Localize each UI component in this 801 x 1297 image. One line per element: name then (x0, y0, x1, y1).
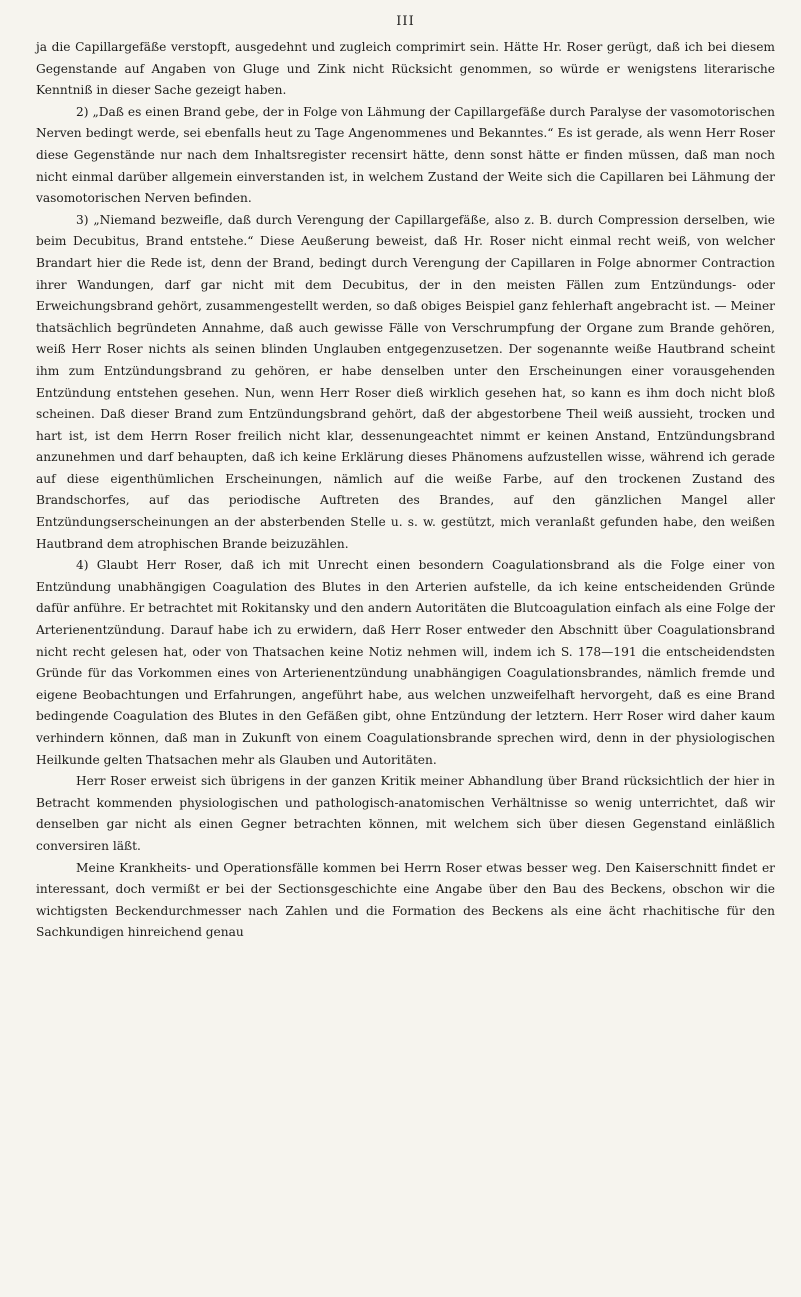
page-number: III (396, 14, 415, 29)
paragraph-3: 3) „Niemand bezweifle, daß durch Verengung der Capillargefäße, also z. B. durch Compression derselben, wie beim Decubitus, Brand entstehe.“ Diese Aeußerung beweist, daß Hr. Roser nicht einmal recht weiß, von welcher Brandart hier die Rede ist, denn der Brand, bedingt durch Verengung der Capillaren in Folge abnormer Contraction ihrer Wandungen, darf gar nicht mit dem Decubitus, der in den meisten Fällen zum Entzündungs- oder Erweichungsbrand gehört, zusammengestellt werden, so daß obiges Beispiel ganz fehlerhaft angebracht ist. — Meiner thatsächlich begründeten Annahme, daß auch gewisse Fälle von Verschrumpfung der Organe zum Brande gehören, weiß Herr Roser nichts als seinen blinden Unglauben entgegenzusetzen. Der sogenannte weiße Hautbrand scheint ihm zum Entzündungsbrand zu gehören, er habe denselben unter den Erscheinungen einer vorausgehenden Entzündung entstehen gesehen. Nun, wenn Herr Roser dieß wirklich gesehen hat, so kann es ihm doch nicht bloß scheinen. Daß dieser Brand zum Entzündungsbrand gehört, daß der abgestorbene Theil weiß aussieht, trocken und hart ist, ist dem Herrn Roser freilich nicht klar, dessenungeachtet nimmt er keinen Anstand, Entzündungsbrand anzunehmen und darf behaupten, daß ich keine Erklärung dieses Phänomens aufzustellen wisse, während ich gerade auf diese eigenthümlichen Erscheinungen, nämlich auf die weiße Farbe, auf den trockenen Zustand des Brandschorfes, auf das periodische Auftreten des Brandes, auf den gänzlichen Mangel aller Entzündungserscheinungen an der absterbenden Stelle u. s. w. gestützt, mich veranlaßt gefunden habe, den weißen Hautbrand dem atrophischen Brande beizuzählen. (36, 212, 775, 551)
paragraph-4: 4) Glaubt Herr Roser, daß ich mit Unrecht einen besondern Coagulationsbrand als die Folge einer von Entzündung unabhängigen Coagulation des Blutes in den Arterien aufstelle, da ich keine entscheidenden Gründe dafür anführe. Er betrachtet mit Rokitansky und den andern Autoritäten die Blutcoagulation einfach als eine Folge der Arterienentzündung. Darauf habe ich zu erwidern, daß Herr Roser entweder den Abschnitt über Coagulationsbrand nicht recht gelesen hat, oder von Thatsachen keine Notiz nehmen will, indem ich S. 178—191 die entscheidendsten Gründe für das Vorkommen eines von Arterienentzündung unabhängigen Coagulationsbrandes, nämlich fremde und eigene Beobachtungen und Erfahrungen, angeführt habe, aus welchen unzweifelhaft hervorgeht, daß es eine Brand bedingende Coagulation des Blutes in den Gefäßen gibt, ohne Entzündung der letztern. Herr Roser wird daher kaum verhindern können, daß man in Zukunft von einem Coagulationsbrande sprechen wird, denn in der physiologischen Heilkunde gelten Thatsachen mehr als Glauben und Autoritäten. (36, 558, 775, 767)
paragraph-6: Meine Krankheits- und Operationsfälle kommen bei Herrn Roser etwas besser weg. Den Kaiserschnitt findet er interessant, doch vermißt er bei der Sectionsgeschichte eine Angabe über den Bau des Beckens, obschon wir die wichtigsten Beckendurchmesser nach Zahlen und die Formation des Beckens als eine ächt rhachitische für den Sachkundigen hinreichend genau (36, 860, 775, 940)
body-text (36, 37, 775, 944)
paragraph-1: ja die Capillargefäße verstopft, ausgedehnt und zugleich comprimirt sein. Hätte Hr. Roser gerügt, daß ich bei diesem Gegenstande auf Angaben von Gluge und Zink nicht Rücksicht genommen, so würde er wenigstens literarische Kenntniß in dieser Sache gezeigt haben. (36, 40, 775, 98)
paragraph-5: Herr Roser erweist sich übrigens in der ganzen Kritik meiner Abhandlung über Brand rücksichtlich der hier in Betracht kommenden physiologischen und pathologisch-anatomischen Verhältnisse so wenig unterrichtet, daß wir denselben gar nicht als einen Gegner betrachten können, mit welchem sich über diesen Gegenstand einläßlich conversiren läßt. (36, 774, 775, 853)
paragraph-2: 2) „Daß es einen Brand gebe, der in Folge von Lähmung der Capillargefäße durch Paralyse der vasomotorischen Nerven bedingt werde, sei ebenfalls heut zu Tage Angenommenes und Bekanntes.“ Es ist gerade, als wenn Herr Roser diese Gegenstände nur nach dem Inhaltsregister recensirt hätte, denn sonst hätte er finden müssen, daß man noch nicht einmal darüber allgemein einverstanden ist, in welchem Zustand der Weite sich die Capillaren bei Lähmung der vasomotorischen Nerven befinden. (36, 104, 775, 206)
